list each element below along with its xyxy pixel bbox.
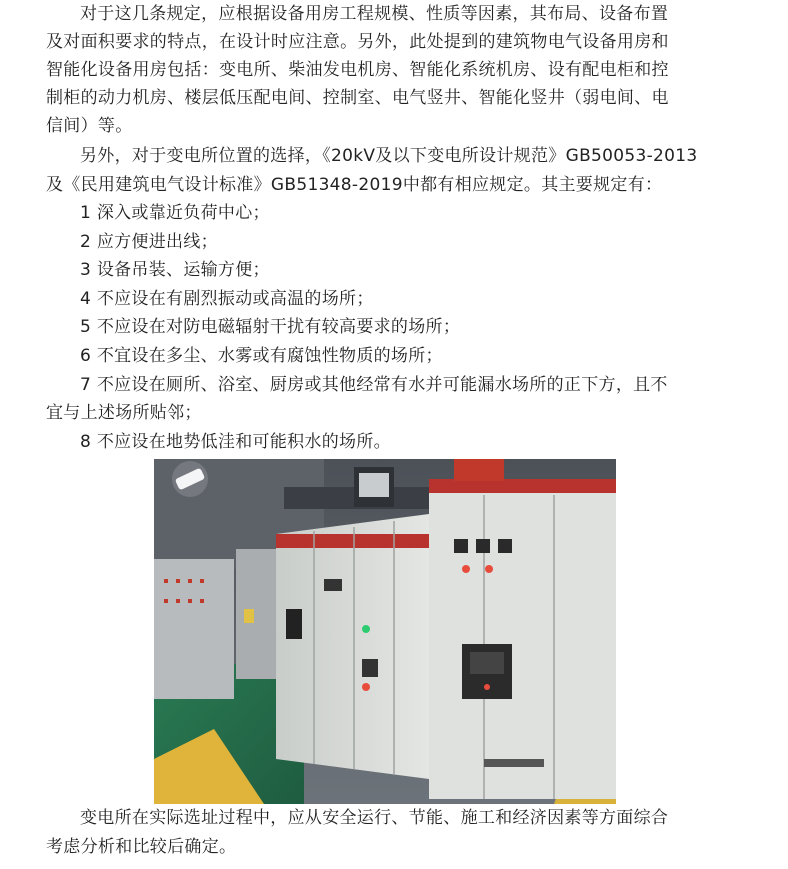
rule-item-3: 3 设备吊装、运输方便； — [80, 260, 270, 280]
rule-item-1: 1 深入或靠近负荷中心； — [80, 203, 270, 223]
paragraph-1-line-3: 智能化设备用房包括：变电所、柴油发电机房、智能化系统机房、设有配电柜和控 — [46, 60, 669, 80]
paragraph-2-line-1: 另外，对于变电所位置的选择，《20kV及以下变电所设计规范》GB50053-2013 — [80, 146, 698, 166]
rule-item-7: 7 不应设在厕所、浴室、厨房或其他经常有水并可能漏水场所的正下方，且不 — [80, 375, 668, 395]
switchgear-room-photo — [154, 459, 616, 804]
paragraph-1-line-5: 信间）等。 — [46, 116, 133, 136]
paragraph-2-line-2: 及《民用建筑电气设计标准》GB51348-2019中都有相应规定。其主要规定有： — [46, 175, 663, 195]
paragraph-1-line-2: 及对面积要求的特点，在设计时应注意。另外，此处提到的建筑物电气设备用房和 — [46, 32, 669, 52]
rule-item-4: 4 不应设在有剧烈振动或高温的场所； — [80, 289, 374, 309]
rule-item-7-continued: 宜与上述场所贴邻； — [46, 403, 202, 423]
rule-item-8: 8 不应设在地势低洼和可能积水的场所。 — [80, 432, 391, 452]
rule-item-6: 6 不宜设在多尘、水雾或有腐蚀性物质的场所； — [80, 346, 443, 366]
rule-item-2: 2 应方便进出线； — [80, 232, 218, 252]
paragraph-1-line-4: 制柜的动力机房、楼层低压配电间、控制室、电气竖井、智能化竖井（弱电间、电 — [46, 88, 669, 108]
paragraph-1-line-1: 对于这几条规定，应根据设备用房工程规模、性质等因素，其布局、设备布置 — [80, 4, 669, 24]
paragraph-3-line-1: 变电所在实际选址过程中，应从安全运行、节能、施工和经济因素等方面综合 — [80, 808, 669, 828]
paragraph-3-line-2: 考虑分析和比较后确定。 — [46, 837, 237, 857]
rule-item-5: 5 不应设在对防电磁辐射干扰有较高要求的场所； — [80, 317, 461, 337]
